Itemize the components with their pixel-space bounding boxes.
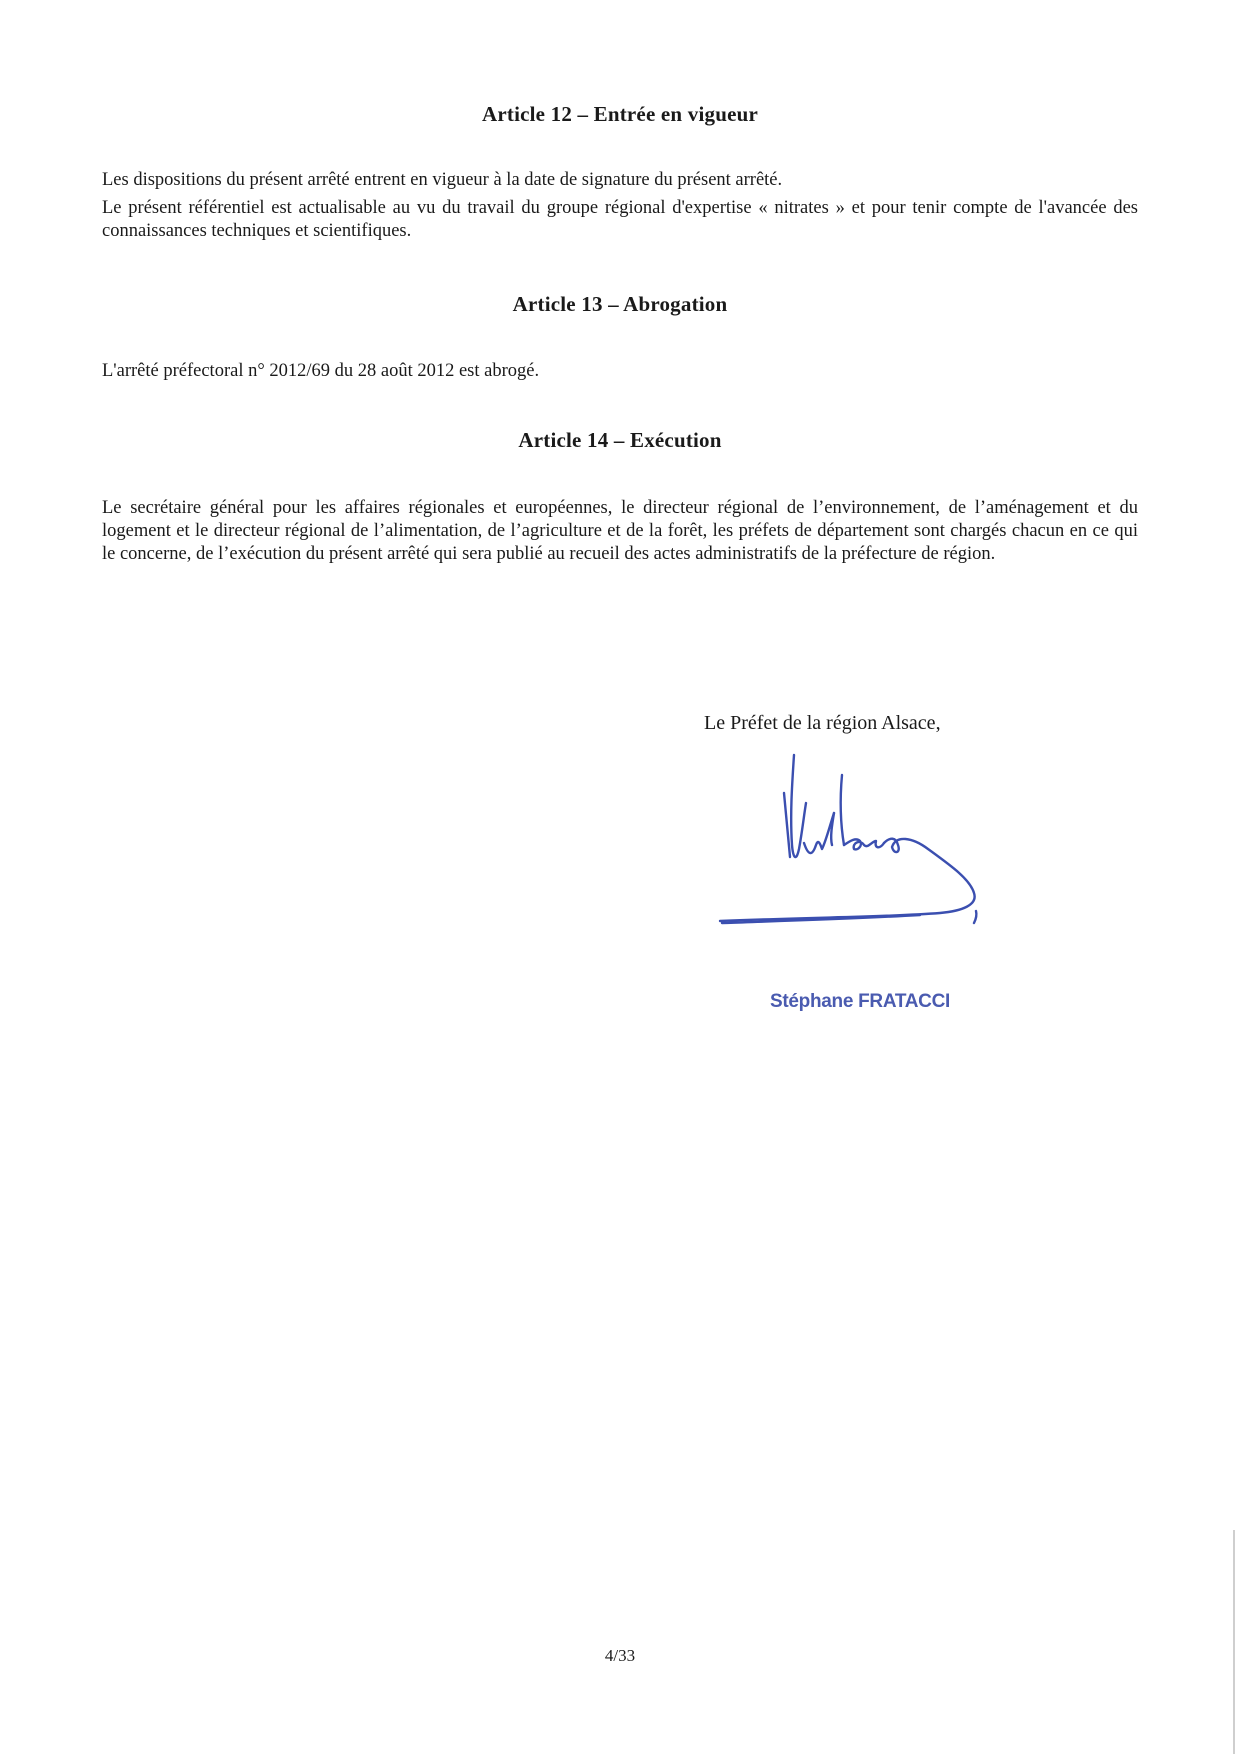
- article-12-heading: Article 12 – Entrée en vigueur: [481, 102, 759, 126]
- article-14-paragraph-1: Le secrétaire général pour les affaires régionales et européennes, le directeur régional de l’environnement, de l’aménagement et du logement et le directeur régional de l’alimentation, de l’agriculture et de la forêt, les préfets de département sont chargés chacun en ce qui le concerne, de l’exécution du présent arrêté qui sera publié au recueil des actes administratifs de la préfecture de région.: [102, 498, 1138, 564]
- article-14-heading: Article 14 – Exécution: [518, 428, 722, 452]
- article-12-body: [102, 169, 1138, 243]
- handwritten-signature: [700, 745, 1020, 970]
- page-number: 4/33: [604, 1646, 636, 1665]
- signer-name: Stéphane FRATACCI: [770, 991, 950, 1012]
- article-13-paragraph-1: L'arrêté préfectoral n° 2012/69 du 28 août 2012 est abrogé.: [102, 361, 540, 381]
- article-12-paragraph-1: Les dispositions du présent arrêté entrent en vigueur à la date de signature du présent arrêté.: [102, 170, 783, 190]
- scan-edge-line: [1233, 1530, 1235, 1754]
- article-13-heading: Article 13 – Abrogation: [512, 292, 728, 316]
- article-12-paragraph-2: Le présent référentiel est actualisable au vu du travail du groupe régional d'expertise « nitrates » et pour tenir compte de l'avancée des connaissances techniques et scientifiques.: [102, 198, 1138, 241]
- signatory-title: Le Préfet de la région Alsace,: [704, 712, 941, 734]
- article-13-body: [102, 360, 1138, 383]
- article-14-body: [102, 497, 1138, 566]
